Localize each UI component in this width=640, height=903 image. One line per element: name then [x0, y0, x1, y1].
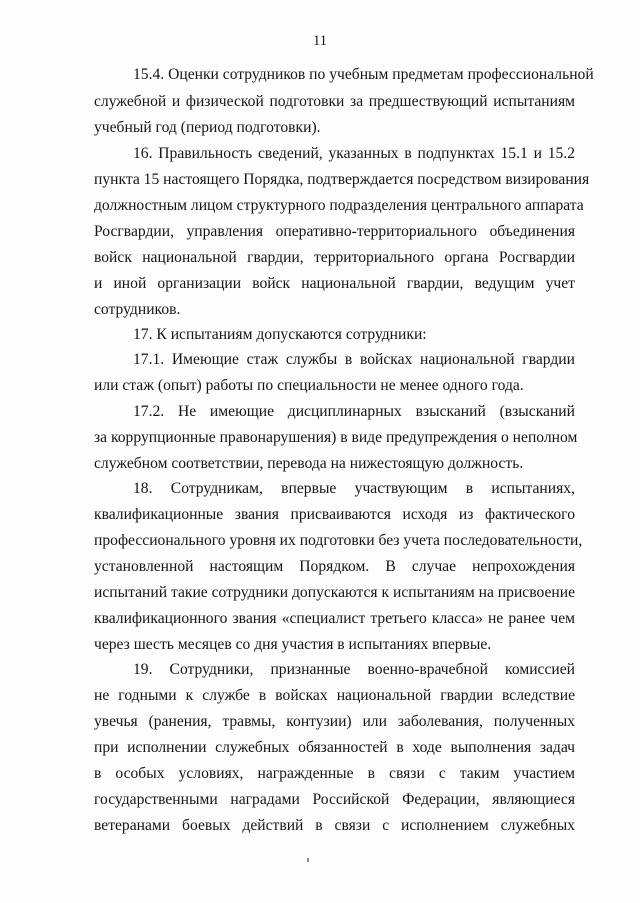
page-number: 11 — [313, 33, 327, 49]
text-line: испытаний такие сотрудники допускаются к испытаниям на присвоение — [94, 584, 575, 601]
text-line: учебный год (период подготовки). — [94, 119, 321, 136]
text-line: Росгвардии, управления оперативно-территориального объединения — [94, 223, 575, 240]
text-line: в особых условиях, награжденные в связи с таким участием — [94, 765, 575, 782]
text-line: служебном соответствии, перевода на нижестоящую должность. — [94, 455, 524, 472]
text-line: 15.4. Оценки сотрудников по учебным предметам профессиональной — [133, 66, 594, 83]
text-line: 19. Сотрудники, признанные военно-врачебной комиссией — [133, 661, 575, 678]
text-line: квалификационные звания присваиваются исходя из фактического — [94, 506, 575, 523]
text-line: государственными наградами Российской Федерации, являющиеся — [94, 791, 575, 808]
text-line: должностным лицом структурного подразделения центрального аппарата — [94, 197, 584, 214]
text-line: установленной настоящим Порядком. В случае непрохождения — [94, 558, 575, 575]
text-line: войск национальной гвардии, территориального органа Росгвардии — [94, 249, 575, 266]
scan-speck — [307, 858, 309, 862]
text-line: 17.2. Не имеющие дисциплинарных взысканий (взысканий — [133, 403, 575, 420]
text-line: пункта 15 настоящего Порядка, подтверждается посредством визирования — [94, 171, 590, 188]
text-line: или стаж (опыт) работы по специальности не менее одного года. — [94, 377, 524, 394]
text-line: 16. Правильность сведений, указанных в подпунктах 15.1 и 15.2 — [133, 145, 575, 162]
text-line: профессионального уровня их подготовки без учета последовательности, — [94, 532, 583, 549]
text-line: 18. Сотрудникам, впервые участвующим в испытаниях, — [133, 480, 575, 497]
text-line: 17. К испытаниям допускаются сотрудники: — [133, 326, 427, 343]
text-line: сотрудников. — [94, 301, 181, 318]
text-line: увечья (ранения, травмы, контузии) или заболевания, полученных — [94, 713, 575, 730]
text-line: за коррупционные правонарушения) в виде предупреждения о неполном — [94, 429, 578, 446]
text-line: через шесть месяцев со дня участия в испытаниях впервые. — [94, 636, 492, 653]
text-line: квалификационного звания «специалист третьего класса» не ранее чем — [94, 610, 575, 627]
text-line: служебной и физической подготовки за предшествующий испытаниям — [94, 93, 575, 110]
text-line: при исполнении служебных обязанностей в ходе выполнения задач — [94, 739, 575, 756]
text-line: и иной организации войск национальной гвардии, ведущим учет — [94, 275, 575, 292]
text-line: не годными к службе в войсках национальной гвардии вследствие — [94, 687, 575, 704]
text-line: ветеранами боевых действий в связи с исполнением служебных — [94, 817, 575, 834]
text-line: 17.1. Имеющие стаж службы в войсках национальной гвардии — [133, 351, 575, 368]
